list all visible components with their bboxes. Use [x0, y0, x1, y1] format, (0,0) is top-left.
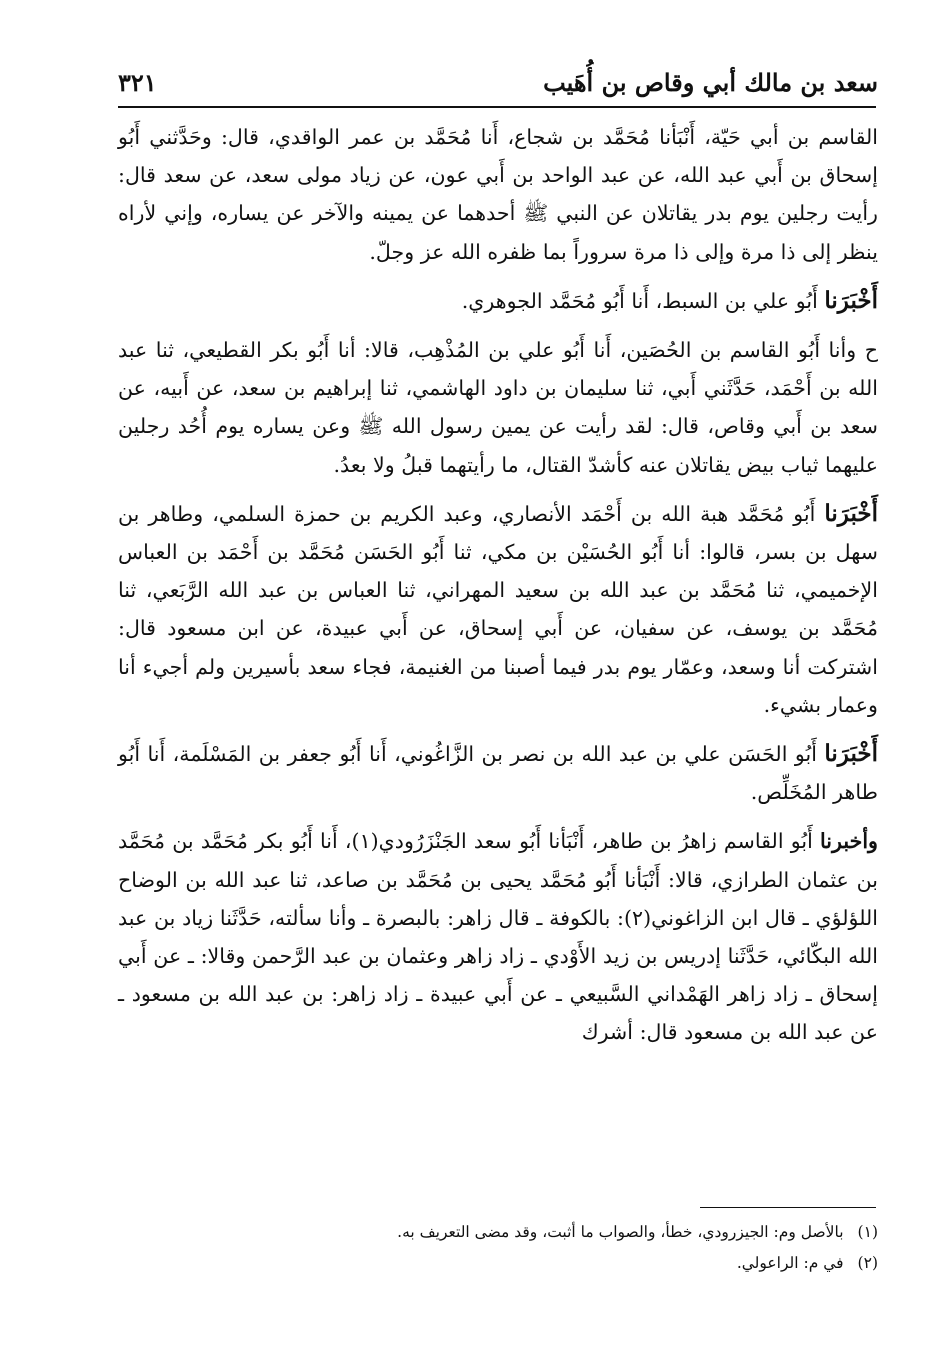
paragraph-lead: وأخبرنا — [820, 829, 878, 854]
paragraph-text: أَبُو مُحَمَّد هبة الله بن أَحْمَد الأنصاري، وعبد الكريم بن حمزة السلمي، وطاهر بن سهل بن بسر، قالوا: أنا أَبُو الحُسَيْن بن مكي، ثنا أَبُو الحَسَن مُحَمَّد بن أَحْمَد بن العباس الإخميمي، ثنا مُحَمَّد بن عبد الله بن سعيد المهراني، ثنا العباس بن عبد الله الرَّبَعي، ثنا مُحَمَّد بن يوسف، عن سفيان، عن أَبي إسحاق، عن أَبي عبيدة، عن ابن مسعود قال: اشتركت أنا وسعد، وعمّار يوم بدر فيما أصبنا من الغنيمة، فجاء سعد بأسيرين ولم أجيء أنا وعمار بشيء. — [118, 501, 878, 717]
paragraph-lead: أَخْبَرَنا — [824, 499, 878, 527]
paragraph — [118, 331, 878, 484]
footnote-text: في م: الراعولي. — [736, 1254, 844, 1272]
paragraph-text: أَبُو القاسم زاهرُ بن طاهر، أَنْبَأنا أَبُو سعد الجَنْزَرُودي(١)، أَنا أَبُو بكر مُحَمَّد بن مُحَمَّد بن عثمان الطرازي، قالا: أَنْبَأنا أَبُو مُحَمَّد يحيى بن مُحَمَّد بن صاعد، ثنا عبد الله بن الوضاح اللؤلؤي ـ قال ابن الزاغوني(٢): بالكوفة ـ قال زاهر: بالبصرة ـ وأنا سألته، حَدَّثَنا زياد بن عبد الله البكّائي، حَدَّثَنا إدريس بن زيد الأَوْدي ـ زاد زاهر وعثمان بن عبد الرَّحمن وقالا: ـ عن أَبي إسحاق ـ زاد زاهر الهَمْداني السَّبيعي ـ عن أَبي عبيدة ـ زاد زاهر: بن عبد الله بن مسعود ـ عن عبد الله بن مسعود قال: أشرك — [118, 829, 879, 1045]
footnote — [118, 1217, 878, 1248]
page-number: ٣٢١ — [118, 68, 157, 97]
footnote — [118, 1248, 878, 1279]
footnote-number: (٢) — [857, 1254, 878, 1272]
paragraph-lead: أَخْبَرَنا — [824, 740, 878, 768]
paragraph — [118, 495, 878, 724]
paragraph-text: ح وأنا أَبُو القاسم بن الحُصَين، أَنا أَبُو علي بن المُذْهِب، قالا: أنا أَبُو بكر القطيعي، ثنا عبد الله بن أَحْمَد، حَدَّثَني أَبي، ثنا سليمان بن داود الهاشمي، ثنا إبراهيم بن سعد، عن أَبيه، عن سعد بن أَبي وقاص، قال: لقد رأيت عن يمين رسول الله ﷺ وعن يساره يوم أُحُد رجلين عليهما ثياب بيض يقاتلان عنه كأشدّ القتال، ما رأيتهما قبلُ ولا بعدُ. — [118, 338, 878, 477]
paragraph — [118, 735, 878, 811]
paragraph-text: أَبُو الحَسَن علي بن عبد الله بن نصر بن الزَّاغُوني، أَنا أَبُو جعفر بن المَسْلَمة، أَنا أَبُو طاهر المُخَلِّص. — [118, 742, 878, 805]
header-title: سعد بن مالك أبي وقاص بن أُهَيب — [543, 68, 878, 97]
running-header — [118, 68, 878, 104]
footnote-text: بالأصل وم: الجيزرودي، خطأ، والصواب ما أثبت، وقد مضى التعريف به. — [397, 1223, 844, 1241]
paragraph-text: أَبُو علي بن السبط، أَنا أَبُو مُحَمَّد الجوهري. — [461, 288, 825, 313]
paragraph-text: القاسم بن أبي حَيّة، أَنْبَأنا مُحَمَّد بن شجاع، أَنا مُحَمَّد بن عمر الواقدي، قال: وحَدَّثني أَبُو إسحاق بن أَبي عبد الله، عن عبد الواحد بن أَبي عون، عن زياد مولى سعد، عن سعد قال: رأيت رجلين يوم بدر يقاتلان عن النبي ﷺ أحدهما عن يمينه والآخر عن يساره، وإني لأراه ينظر إلى ذا مرة وإلى ذا مرة سروراً بما ظفره الله عز وجلّ. — [118, 125, 878, 264]
paragraph — [118, 282, 878, 320]
paragraph — [118, 118, 878, 271]
footnotes — [118, 1217, 878, 1279]
paragraph-lead: أَخْبَرَنا — [824, 286, 878, 314]
footnote-number: (١) — [857, 1223, 878, 1241]
main-text — [118, 118, 878, 1063]
header-divider — [118, 106, 876, 108]
footnote-divider — [700, 1207, 876, 1208]
paragraph — [118, 822, 878, 1051]
